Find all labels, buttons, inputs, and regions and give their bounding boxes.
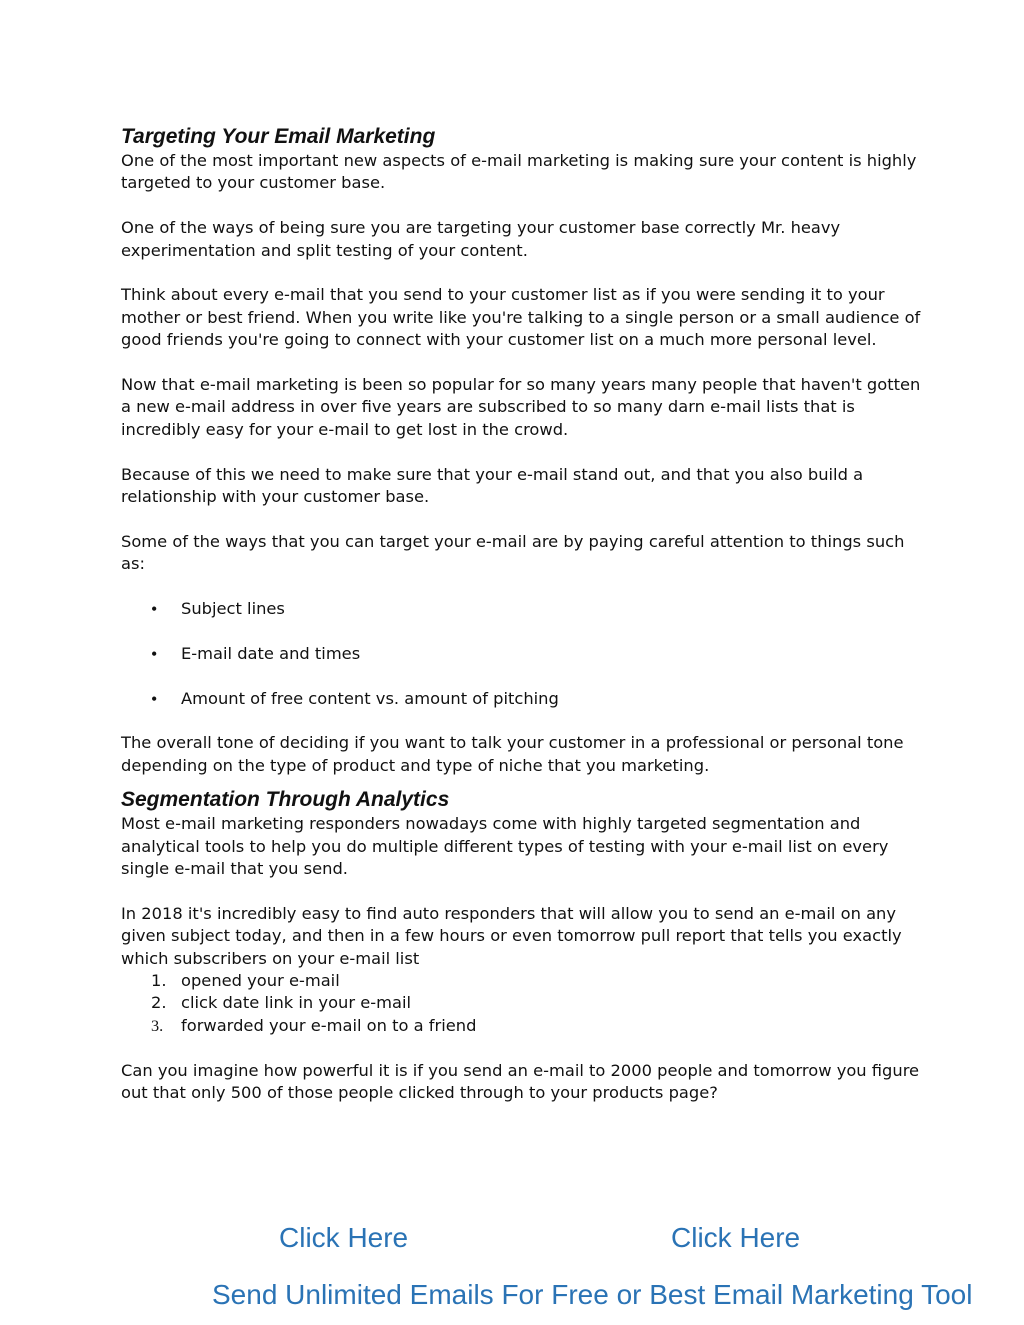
section-title-segmentation: Segmentation Through Analytics [121, 788, 450, 812]
paragraph: The overall tone of deciding if you want to talk your customer in a professional or personal tone depending on the type of product and type of niche that you marketing. [121, 733, 904, 775]
numbered-list [121, 970, 921, 1037]
bullet-list [121, 598, 921, 710]
click-here-link[interactable]: Click Here [671, 1222, 801, 1253]
paragraph: Can you imagine how powerful it is if you send an e-mail to 2000 people and tomorrow you figure out that only 500 of those people clicked through to your products page? [121, 1060, 920, 1103]
click-here-link[interactable]: Click Here [279, 1222, 409, 1253]
paragraph: In 2018 it's incredibly easy to find auto responders that will allow you to send an e-mail on any given subject today, and then in a few hours or even tomorrow pull report that tells you exactly which subscribers on your e-mail list [121, 903, 902, 968]
item-number: 1. [151, 971, 167, 991]
item-text: opened your e-mail [181, 971, 340, 991]
paragraph: One of the ways of being sure you are targeting your customer base correctly Mr. heavy experimentation and split testing of your content. [121, 218, 841, 260]
item-number: 2. [151, 993, 167, 1013]
promo-link[interactable]: Send Unlimited Emails For Free or Best Email Marketing Tool [212, 1279, 973, 1310]
paragraph: Now that e-mail marketing is been so popular for so many years many people that haven't gotten a new e-mail address in over five years are subscribed to so many darn e-mail lists that is incredibly easy for your e-mail to get lost in the crowd. [121, 375, 921, 439]
item-text: forwarded your e-mail on to a friend [181, 1015, 477, 1035]
bullet-item: • Subject lines [121, 598, 921, 620]
paragraph: Think about every e-mail that you send to your customer list as if you were sending it to your mother or best friend. When you write like you're talking to a single person or a small audience of good friends you're going to connect with your customer list on a much more personal level. [121, 285, 921, 350]
paragraph: Some of the ways that you can target your e-mail are by paying careful attention to things such as: [121, 531, 905, 574]
numbered-item [121, 1015, 921, 1037]
paragraph: One of the most important new aspects of e-mail marketing is making sure your content is highly targeted to your customer base. [121, 151, 917, 193]
bullet-item: • Amount of free content vs. amount of pitching [121, 688, 921, 710]
item-text: click date link in your e-mail [181, 993, 411, 1013]
numbered-item [121, 970, 921, 992]
paragraph: Most e-mail marketing responders nowadays come with highly targeted segmentation and analytical tools to help you do multiple different types of testing with your e-mail list on every single e-mail that you send. [121, 814, 889, 879]
paragraph: Because of this we need to make sure that your e-mail stand out, and that you also build a relationship with your customer base. [121, 464, 864, 507]
item-number: 3. [151, 1015, 164, 1035]
bullet-item: • E-mail date and times [121, 643, 921, 665]
numbered-item [121, 992, 921, 1014]
section-title-targeting: Targeting Your Email Marketing [121, 125, 436, 148]
document-body [121, 124, 921, 1104]
